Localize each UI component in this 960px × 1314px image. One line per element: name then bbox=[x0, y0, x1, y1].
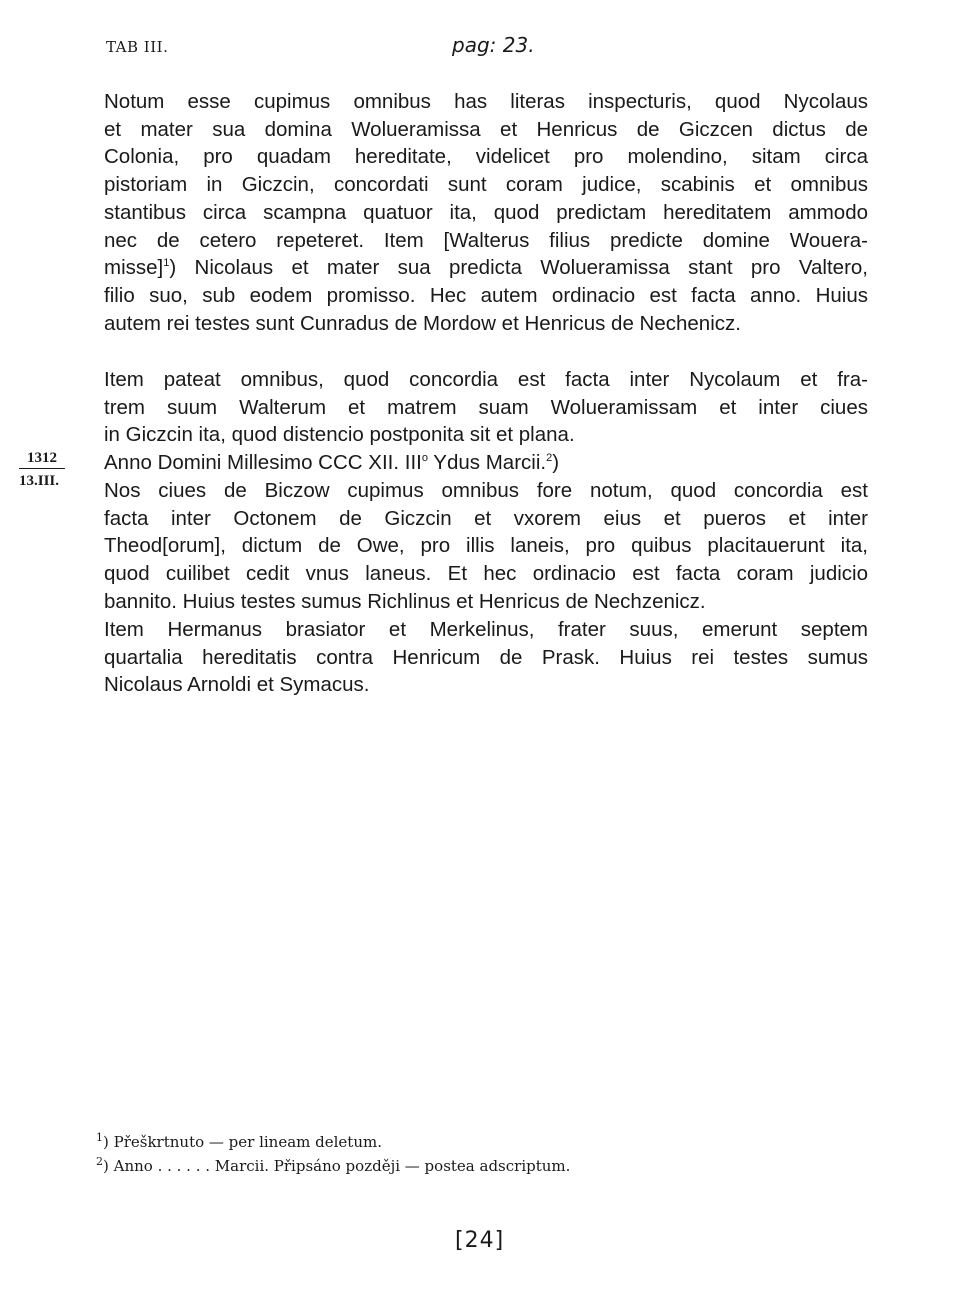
margin-date: 13.III. bbox=[19, 473, 60, 489]
footnote-mark: 2 bbox=[546, 452, 553, 465]
text-line: in Giczcin ita, quod distencio postponita sit et plana. bbox=[104, 423, 575, 447]
text-line: quartalia hereditatis contra Henricum de Prask. Huius rei testes sumus bbox=[104, 645, 868, 669]
text-line: Notum esse cupimus omnibus has literas inspecturis, quod Nycolaus bbox=[104, 90, 868, 113]
footnote-2 bbox=[96, 1154, 570, 1178]
text-line: Nicolaus Arnoldi et Symacus. bbox=[104, 673, 370, 697]
margin-year: 1312 bbox=[19, 450, 65, 469]
text-line: Theod[orum], dictum de Owe, pro illis laneis, pro quibus placitauerunt ita, bbox=[104, 534, 868, 558]
text-line: stantibus circa scampna quatuor ita, quod predictam hereditatem ammodo bbox=[104, 200, 868, 224]
footnote-mark: 1 bbox=[96, 1131, 103, 1144]
text-line: quod cuilibet cedit vnus laneus. Et hec ordinacio est facta coram judicio bbox=[104, 562, 868, 586]
footnotes bbox=[96, 1130, 570, 1178]
paragraph-1 bbox=[104, 88, 868, 337]
footnote-text: ) Přeškrtnuto — per lineam deletum. bbox=[103, 1133, 382, 1151]
text-fragment: Anno Domini Millesimo CCC XII. III bbox=[104, 451, 422, 475]
page-reference: pag: 23. bbox=[452, 33, 535, 57]
text-line: filio suo, sub eodem promisso. Hec autem ordinacio est facta anno. Huius bbox=[104, 283, 868, 307]
paragraph-2 bbox=[104, 366, 868, 477]
ordinal-mark: o bbox=[421, 452, 428, 465]
text-line: Item Hermanus brasiator et Merkelinus, frater suus, emerunt septem bbox=[104, 618, 868, 641]
text-line: et mater sua domina Wolueramissa et Henricus de Giczcen dictus de bbox=[104, 117, 868, 141]
page-number: [24] bbox=[455, 1228, 505, 1253]
text-line: pistoriam in Giczcin, concordati sunt coram judice, scabinis et omnibus bbox=[104, 173, 868, 197]
text-line: nec de cetero repeteret. Item [Walterus filius predicte domine Wouera- bbox=[104, 228, 868, 252]
footnote-text: ) Anno . . . . . . Marcii. Připsáno později — postea adscriptum. bbox=[103, 1157, 571, 1175]
text-line: bannito. Huius testes sumus Richlinus et Henricus de Nechzenicz. bbox=[104, 589, 706, 613]
footnote-1 bbox=[96, 1130, 570, 1154]
text-line: misse]$^1$) Nicolaus et mater sua predicta Wolueramissa stant pro Valtero, bbox=[104, 256, 869, 280]
text-line: autem rei testes sunt Cunradus de Mordow et Henricus de Nechenicz. bbox=[104, 311, 741, 335]
text-line: Item pateat omnibus, quod concordia est facta inter Nycolaum et fra- bbox=[104, 368, 868, 391]
footnote-mark: 2 bbox=[96, 1155, 103, 1168]
text-fragment: Nicolaus et mater sua predicta Wolueramissa stant pro Valtero, bbox=[194, 256, 869, 280]
text-fragment: misse] bbox=[104, 256, 164, 280]
text-line: Nos ciues de Biczow cupimus omnibus fore notum, quod concordia est bbox=[104, 479, 868, 502]
paragraph-4 bbox=[104, 616, 868, 699]
text-line: facta inter Octonem de Giczcin et vxorem eius et pueros et inter bbox=[104, 506, 868, 530]
footnote-mark: 1 bbox=[163, 257, 170, 270]
paragraph-3 bbox=[104, 477, 868, 616]
table-label: TAB III. bbox=[106, 38, 169, 56]
text-fragment: Ydus Marcii. bbox=[427, 451, 547, 475]
text-line: trem suum Walterum et matrem suam Wolueramissam et inter ciues bbox=[104, 395, 868, 419]
text-line bbox=[104, 449, 868, 477]
text-line: Colonia, pro quadam hereditate, videlicet pro molendino, sitam circa bbox=[104, 145, 868, 169]
text-fragment: ) bbox=[552, 451, 560, 475]
